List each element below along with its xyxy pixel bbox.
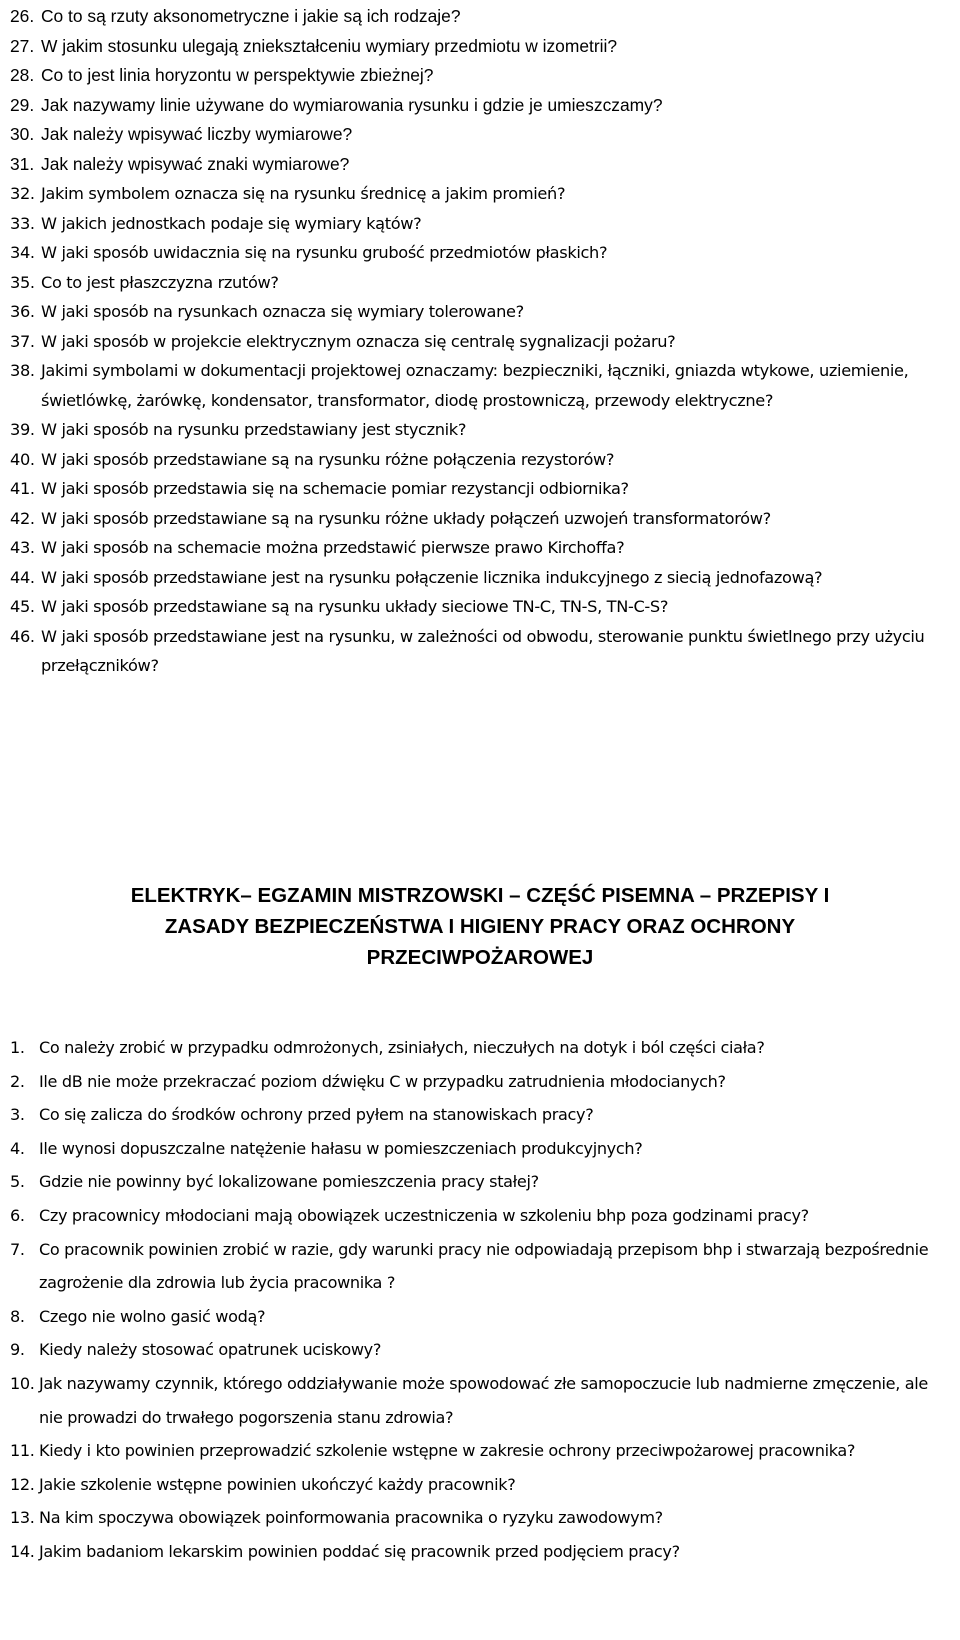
item-number: 40. <box>10 449 35 469</box>
item-text: Ile wynosi dopuszczalne natężenie hałasu w pomieszczeniach produkcyjnych? <box>39 1138 643 1158</box>
item-text: Co należy zrobić w przypadku odmrożonych, zsiniałych, nieczułych na dotyk i ból części ciała? <box>39 1038 765 1057</box>
list-item <box>10 1031 945 1065</box>
list-item <box>10 179 940 209</box>
list-item <box>10 1367 945 1434</box>
item-text: Czy pracownicy młodociani mają obowiązek uczestniczenia w szkoleniu bhp poza godzinami pracy? <box>39 1205 809 1225</box>
item-number: 28. <box>10 65 35 85</box>
list-item <box>10 61 940 91</box>
list-item <box>10 1434 945 1468</box>
item-text: W jaki sposób na rysunku przedstawiany jest stycznik? <box>41 420 467 439</box>
item-text: W jaki sposób przedstawiane są na rysunku różne układy połączeń uzwojeń transformatorów? <box>41 508 771 528</box>
item-number: 7. <box>10 1239 25 1259</box>
item-number: 46. <box>10 626 35 646</box>
item-text: Czego nie wolno gasić wodą? <box>39 1306 266 1326</box>
item-number: 45. <box>10 597 35 616</box>
item-number: 1. <box>10 1038 25 1057</box>
list-item <box>10 1132 945 1166</box>
item-number: 27. <box>10 35 35 56</box>
item-text: Co pracownik powinien zrobić w razie, gdy warunki pracy nie odpowiadają przepisom bhp i stwarzają bezpośrednie zagrożenie dla zdrowia lub życia pracownika ? <box>39 1239 929 1293</box>
list-item <box>10 91 940 121</box>
item-number: 13. <box>10 1508 35 1528</box>
item-number: 4. <box>10 1138 25 1158</box>
list-item <box>10 1300 945 1334</box>
item-text: W jaki sposób przedstawiane jest na rysunku, w zależności od obwodu, sterowanie punktu świetlnego przy użyciu przełączników? <box>41 626 925 675</box>
item-number: 26. <box>10 6 35 26</box>
list-item <box>10 1535 945 1569</box>
item-text: Gdzie nie powinny być lokalizowane pomieszczenia pracy stałej? <box>39 1172 539 1192</box>
list-item <box>10 1233 945 1300</box>
item-number: 14. <box>10 1541 35 1561</box>
item-text: W jaki sposób przedstawiane jest na rysunku połączenie licznika indukcyjnego z siecią jednofazową? <box>41 567 823 587</box>
item-text: Na kim spoczywa obowiązek poinformowania pracownika o ryzyku zawodowym? <box>39 1508 663 1528</box>
item-text: W jakim stosunku ulegają zniekształceniu wymiary przedmiotu w izometrii? <box>41 35 618 56</box>
item-text: Co to są rzuty aksonometryczne i jakie są ich rodzaje? <box>41 6 461 26</box>
item-number: 29. <box>10 94 35 115</box>
item-number: 39. <box>10 420 35 439</box>
item-text: W jaki sposób na schemacie można przedstawić pierwsze prawo Kirchoffa? <box>41 538 625 557</box>
heading-line: PRZECIWPOŻAROWEJ <box>366 946 594 969</box>
item-number: 37. <box>10 331 35 351</box>
list-item <box>10 622 940 681</box>
list-item <box>10 209 940 239</box>
item-number: 42. <box>10 508 35 528</box>
item-number: 12. <box>10 1474 35 1494</box>
item-number: 33. <box>10 213 35 233</box>
bhp-questions-list <box>10 1031 945 1569</box>
item-text: Jak należy wpisywać liczby wymiarowe? <box>41 124 353 144</box>
list-item <box>10 120 940 150</box>
list-item <box>10 297 940 327</box>
list-item <box>10 1333 945 1367</box>
list-item <box>10 268 940 298</box>
item-number: 11. <box>10 1441 35 1461</box>
item-number: 9. <box>10 1340 25 1360</box>
item-text: Jakim badaniom lekarskim powinien poddać się pracownik przed podjęciem pracy? <box>39 1541 680 1561</box>
item-number: 41. <box>10 479 35 498</box>
list-item <box>10 592 940 622</box>
item-number: 5. <box>10 1172 25 1192</box>
item-text: W jaki sposób przedstawiane są na rysunku różne połączenia rezystorów? <box>41 449 615 469</box>
item-text: W jaki sposób uwidacznia się na rysunku grubość przedmiotów płaskich? <box>41 243 608 262</box>
list-item <box>10 445 940 475</box>
list-item <box>10 1065 945 1099</box>
item-text: W jaki sposób przedstawiane są na rysunku układy sieciowe TN-C, TN-S, TN-C-S? <box>41 597 669 616</box>
item-text: Co to jest płaszczyzna rzutów? <box>41 272 279 292</box>
item-text: Kiedy i kto powinien przeprowadzić szkolenie wstępne w zakresie ochrony przeciwpożarowej pracownika? <box>39 1441 856 1461</box>
item-number: 34. <box>10 243 35 262</box>
list-item <box>10 504 940 534</box>
item-number: 35. <box>10 272 35 292</box>
list-item <box>10 327 940 357</box>
list-item <box>10 415 940 445</box>
item-text: W jaki sposób na rysunkach oznacza się wymiary tolerowane? <box>41 302 524 321</box>
item-text: Co to jest linia horyzontu w perspektywie zbieżnej? <box>41 65 434 85</box>
list-item <box>10 2 940 32</box>
list-item <box>10 1199 945 1233</box>
item-text: Jak należy wpisywać znaki wymiarowe? <box>41 153 350 174</box>
item-number: 30. <box>10 124 35 144</box>
item-number: 36. <box>10 302 35 321</box>
item-text: Jakim symbolem oznacza się na rysunku średnicę a jakim promień? <box>41 184 566 203</box>
list-item <box>10 1468 945 1502</box>
item-text: Ile dB nie może przekraczać poziom dźwięku C w przypadku zatrudnienia młodocianych? <box>39 1071 726 1091</box>
item-number: 6. <box>10 1205 25 1225</box>
item-text: Co się zalicza do środków ochrony przed pyłem na stanowiskach pracy? <box>39 1105 594 1125</box>
item-number: 44. <box>10 567 35 587</box>
item-number: 3. <box>10 1105 25 1125</box>
list-item <box>10 150 940 180</box>
item-text: Kiedy należy stosować opatrunek uciskowy? <box>39 1340 382 1360</box>
heading-line: ZASADY BEZPIECZEŃSTWA I HIGIENY PRACY ORAZ OCHRONY <box>164 915 796 938</box>
item-text: Jakie szkolenie wstępne powinien ukończyć każdy pracownik? <box>39 1474 516 1494</box>
item-number: 2. <box>10 1071 25 1091</box>
item-text: W jaki sposób przedstawia się na schemacie pomiar rezystancji odbiornika? <box>41 479 629 498</box>
list-item <box>10 533 940 563</box>
heading-line: ELEKTRYK– EGZAMIN MISTRZOWSKI – CZĘŚĆ PISEMNA – PRZEPISY I <box>130 884 830 907</box>
list-item <box>10 32 940 62</box>
section-heading <box>80 880 880 973</box>
item-number: 43. <box>10 538 35 557</box>
item-text: Jak nazywamy linie używane do wymiarowania rysunku i gdzie je umieszczamy? <box>41 94 663 115</box>
item-number: 31. <box>10 153 35 174</box>
item-number: 10. <box>10 1373 35 1393</box>
item-text: W jaki sposób w projekcie elektrycznym oznacza się centralę sygnalizacji pożaru? <box>41 331 676 351</box>
drawing-questions-list <box>10 2 940 681</box>
list-item <box>10 474 940 504</box>
item-text: Jak nazywamy czynnik, którego oddziaływanie może spowodować złe samopoczucie lub nadmierne zmęczenie, ale nie prowadzi do trwałego pogorszenia stanu zdrowia? <box>39 1373 928 1427</box>
item-text: W jakich jednostkach podaje się wymiary kątów? <box>41 213 422 233</box>
list-item <box>10 356 940 415</box>
list-item <box>10 1165 945 1199</box>
list-item <box>10 238 940 268</box>
list-item <box>10 563 940 593</box>
item-text: Jakimi symbolami w dokumentacji projektowej oznaczamy: bezpieczniki, łączniki, gniazda wtykowe, uziemienie, świetlówkę, żarówkę, kondensator, transformator, diodę prostowniczą, przewody elektryczne? <box>41 361 909 410</box>
item-number: 38. <box>10 361 35 380</box>
list-item <box>10 1098 945 1132</box>
item-number: 8. <box>10 1306 25 1326</box>
list-item <box>10 1501 945 1535</box>
item-number: 32. <box>10 184 35 203</box>
